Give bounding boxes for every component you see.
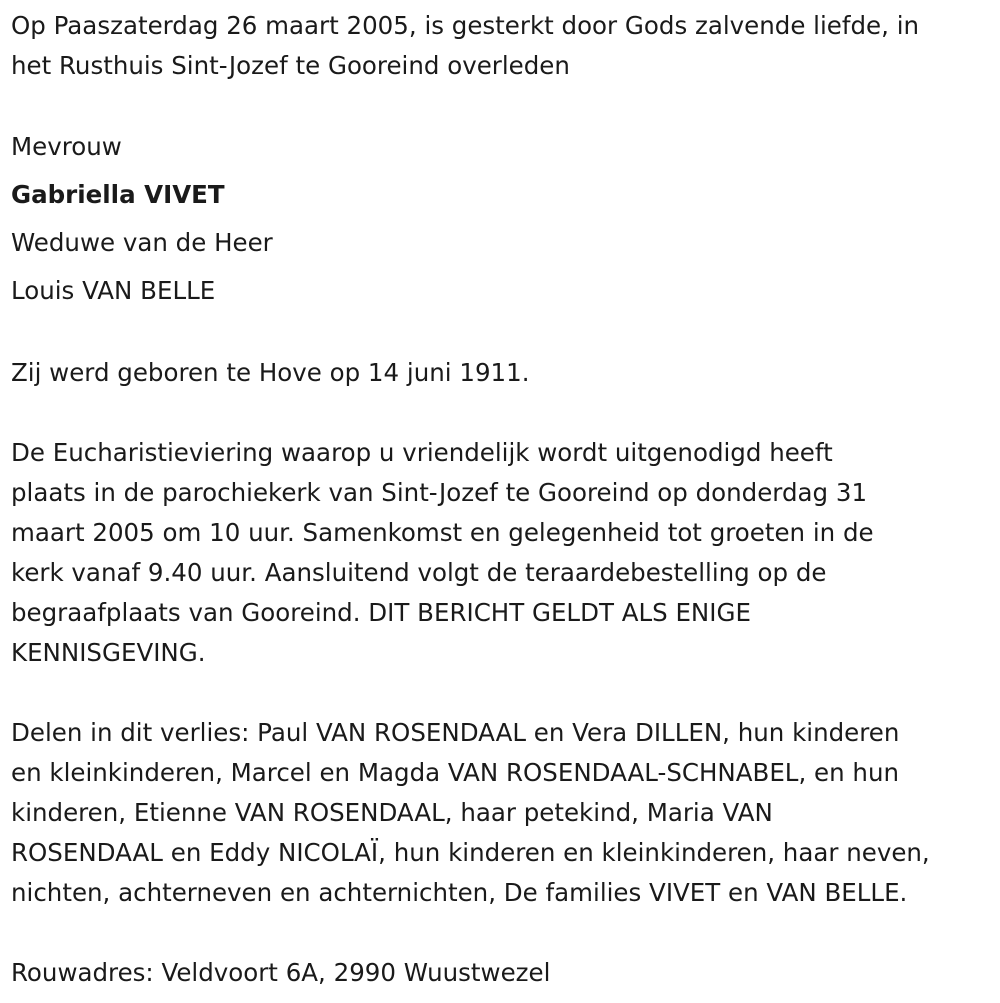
service-paragraph	[11, 433, 995, 673]
intro-paragraph	[11, 6, 995, 86]
service-line: begraafplaats van Gooreind. DIT BERICHT GELDT ALS ENIGE	[11, 598, 751, 627]
honorific: Mevrouw	[11, 132, 122, 161]
mourners-line: en kleinkinderen, Marcel en Magda VAN ROSENDAAL-SCHNABEL, en hun	[11, 758, 900, 787]
spacer	[11, 315, 1000, 353]
service-line: kerk vanaf 9.40 uur. Aansluitend volgt de teraardebestelling op de	[11, 558, 827, 587]
mourners-paragraph	[11, 713, 995, 913]
intro-line: het Rusthuis Sint-Jozef te Gooreind overleden	[11, 51, 570, 80]
mourners-line: Delen in dit verlies: Paul VAN ROSENDAAL en Vera DILLEN, hun kinderen	[11, 718, 900, 747]
address-paragraph	[11, 953, 995, 993]
spacer	[11, 393, 1000, 433]
spouse-name: Louis VAN BELLE	[11, 276, 216, 305]
intro-line: Op Paaszaterdag 26 maart 2005, is gesterkt door Gods zalvende liefde, in	[11, 11, 920, 40]
deceased-name: Gabriella VIVET	[11, 180, 225, 209]
service-line: maart 2005 om 10 uur. Samenkomst en gelegenheid tot groeten in de	[11, 518, 874, 547]
mourners-line: kinderen, Etienne VAN ROSENDAAL, haar petekind, Maria VAN	[11, 798, 773, 827]
birth-line: Zij werd geboren te Hove op 14 juni 1911.	[11, 358, 530, 387]
address-line: Rouwadres: Veldvoort 6A, 2990 Wuustwezel	[11, 958, 551, 987]
spacer	[11, 913, 1000, 953]
widow-of-text: Weduwe van de Heer	[11, 228, 273, 257]
service-line: De Eucharistieviering waarop u vriendelijk wordt uitgenodigd heeft	[11, 438, 833, 467]
spacer	[11, 673, 1000, 713]
mourners-line: ROSENDAAL en Eddy NICOLAÏ, hun kinderen en kleinkinderen, haar neven,	[11, 838, 930, 867]
spacer	[11, 86, 1000, 123]
service-line: KENNISGEVING.	[11, 638, 206, 667]
birth-statement	[11, 353, 995, 393]
mourners-line: nichten, achterneven en achternichten, De families VIVET en VAN BELLE.	[11, 878, 908, 907]
service-line: plaats in de parochiekerk van Sint-Jozef te Gooreind op donderdag 31	[11, 478, 868, 507]
